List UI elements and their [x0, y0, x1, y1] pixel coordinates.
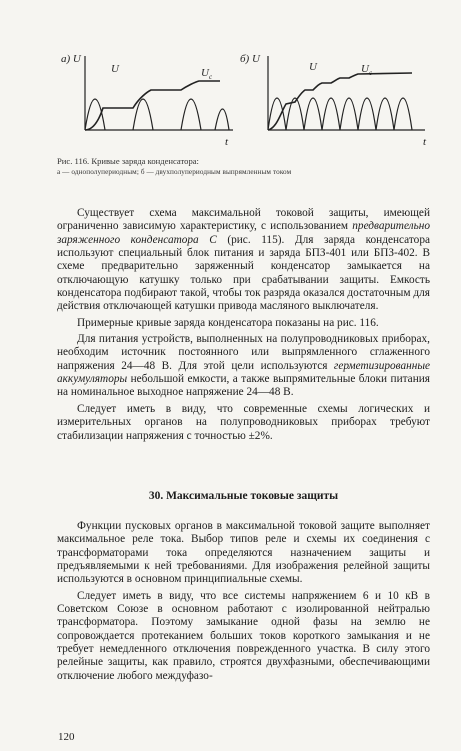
label-t-a: t [225, 136, 229, 148]
label-u-a: U [111, 63, 119, 75]
paragraph: Для питания устройств, выполненных на полупроводниковых приборах, необходим источник постоянного или выпрямленного сглаженного напряжения 24—48 В. Для этой цели используются герметизированные аккумуляторы небольшой емкости, а также выпрямительные блоки питания на номинальное выходное напряжение 24—48 В. [57, 333, 430, 399]
label-a: а) U [61, 53, 81, 65]
label-t-b: t [423, 136, 427, 148]
body-text-bottom [57, 520, 430, 683]
figure-caption [57, 156, 427, 177]
charge-curves-diagram [55, 48, 435, 148]
section-heading: 30. Максимальные токовые защиты [148, 490, 339, 502]
figure-116 [55, 48, 435, 148]
page-number: 120 [58, 731, 75, 743]
label-u-b: U [309, 61, 317, 73]
paragraph: Следует иметь в виду, что все системы напряжением 6 и 10 кВ в Советском Союзе в основном работают с изолированной нейтралью трансформатора. Поэтому замыкание одной фазы на землю не сопровождается протеканием больших токов короткого замыкания и не требует немедленного отключения поврежденного участка. В силу этого релейные защиты, как правило, строятся двухфазными, обеспечивающими отключение любого междуфазо- [57, 589, 430, 682]
paragraph: Примерные кривые заряда конденсатора показаны на рис. 116. [77, 316, 379, 329]
curve-u-a [85, 99, 229, 130]
paragraph: Следует иметь в виду, что современные схемы логических и измерительных органов на полупроводниковых приборах требуют стабилизации напряжения с точностью ±2%. [57, 402, 430, 442]
label-b: б) U [240, 53, 260, 65]
paragraph: Существует схема максимальной токовой защиты, имеющей ограниченно зависимую характеристику, с использованием предварительно заряженного конденсатора С (рис. 115). Для заряда конденсатора используют специальный блок питания и заряда БПЗ-401 или БПЗ-402. В схеме предварительно заряженный конденсатор замыкается на отключающую катушку только при срабатывании защиты. Емкость конденсатора подбирают такой, чтобы ток разряда оказался достаточным для действия отключающей катушки привода масляного выключателя. [57, 207, 430, 313]
caption-description: а — однополупериодным; б — двухполупериодным выпрямленным током [57, 167, 292, 176]
emphasis-text: предварительно заряженного конденсатора С [57, 220, 430, 246]
curve-uc-b [268, 73, 412, 130]
label-uc-b: $U_c$ [361, 63, 373, 77]
body-text-top [57, 207, 430, 443]
emphasis-text: герметизированные аккумуляторы [57, 359, 430, 386]
paragraph: Функции пусковых органов в максимальной токовой защите выполняет максимальное реле тока. Выбор типов реле и схемы их соединения с трансформаторами тока определяются назначением защиты и предъявляемыми к ней требованиями. Для изображения релейной защиты используются в основном принципиальные схемы. [57, 520, 430, 586]
caption-title: Рис. 116. Кривые заряда конденсатора: [57, 156, 199, 166]
label-uc-a: $U_c$ [201, 67, 213, 81]
